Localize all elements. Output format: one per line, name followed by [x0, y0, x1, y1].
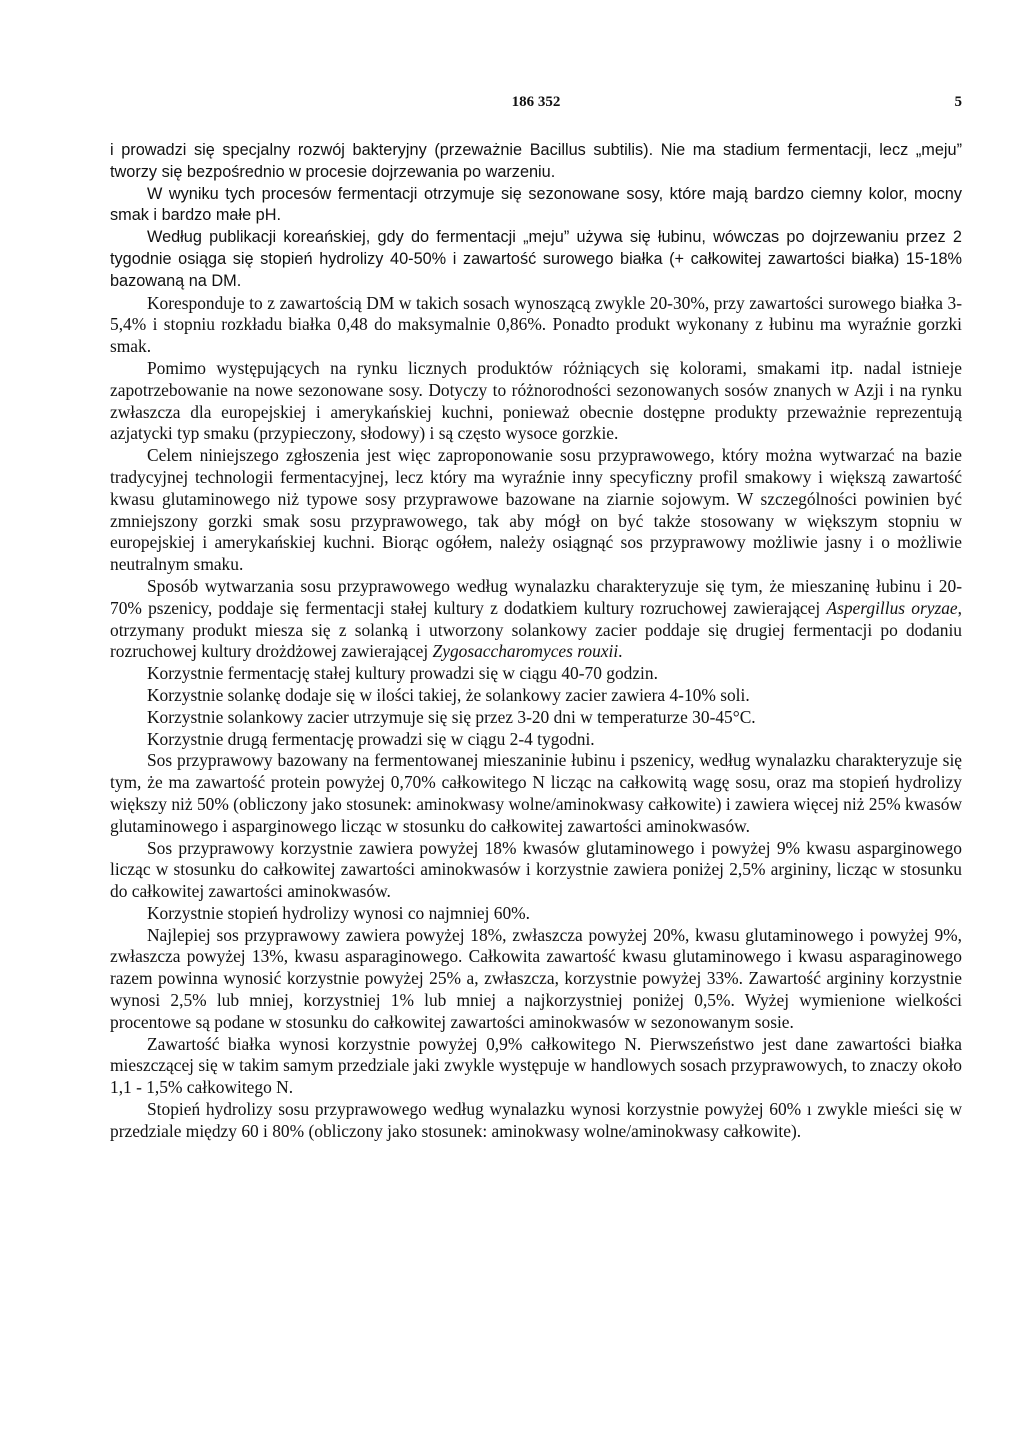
paragraph-6: Celem niniejszego zgłoszenia jest więc zaproponowanie sosu przyprawowego, który można wytwarzać na bazie tradycyjnej technologii fermentacyjnej, lecz który ma wyraźnie inny specyficzny profil smakowy i większą zawartość kwasu glutaminowego niż typowe sosy przyprawowe bazowane na ziarnie sojowym. W szczególności powinien być zmniejszony gorzki smak sosu przyprawowego, tak aby mógł on być także stosowany w większym stopniu w europejskiej i amerykańskiej kuchni. Biorąc ogółem, należy osiągnąć sos przyprawowy możliwie jasny i o możliwie neutralnym smaku.	[110, 445, 962, 575]
paragraph-2: W wyniku tych procesów fermentacji otrzymuje się sezonowane sosy, które mają bardzo ciemny kolor, mocny smak i bardzo małe pH.	[110, 184, 962, 225]
paragraph-16: Zawartość białka wynosi korzystnie powyżej 0,9% całkowitego N. Pierwszeństwo jest dane zawartości białka mieszczącej się w takim samym przedziale jaki zwykle występuje w handlowych sosach przyprawowych, to znaczy około 1,1 - 1,5% całkowitego N.	[110, 1033, 962, 1098]
paragraph-17: Stopień hydrolizy sosu przyprawowego według wynalazku wynosi korzystnie powyżej 60% ı zwykle mieści się w przedziale między 60 i 80% (obliczony jako stosunek: aminokwasy wolne/aminokwasy całkowite).	[110, 1099, 962, 1141]
page-header	[110, 94, 962, 118]
paragraph-8: Korzystnie fermentację stałej kultury prowadzi się w ciągu 40-70 godzin.	[147, 663, 658, 684]
paragraph-13: Sos przyprawowy korzystnie zawiera powyżej 18% kwasów glutaminowego i powyżej 9% kwasu asparginowego licząc w stosunku do całkowitej zawartości aminokwasów i korzystnie zawiera poniżej 2,5% argininy, licząc w stosunku do całkowitej zawartości aminokwasów.	[110, 837, 962, 902]
paragraph-7-text-b: , otrzymany produkt miesza się z solanką i utworzony solankowy zacier poddaje się drugiej fermentacji po dodaniu rozruchowej kultury drożdżowej zawierającej	[110, 597, 962, 662]
paragraph-5: Pomimo występujących na rynku licznych produktów różniących się kolorami, smakami itp. nadal istnieje zapotrzebowanie na nowe sezonowane sosy. Dotyczy to różnorodności sezonowanych sosów znanych w Azji i na rynku zwłaszcza dla europejskiej i amerykańskiej kuchni, ponieważ obecnie dostępne produkty przeważnie reprezentują azjatycki typ smaku (przypieczony, słodowy) i są często wysoce gorzkie.	[110, 357, 962, 444]
paragraph-3: Według publikacji koreańskiej, gdy do fermentacji „meju” używa się łubinu, wówczas po dojrzewaniu przez 2 tygodnie osiąga się stopień hydrolizy 40-50% i zawartość surowego białka (+ całkowitej zawartości białka) 15-18% bazowaną na DM.	[110, 228, 962, 290]
paragraph-1: i prowadzi się specjalny rozwój bakteryjny (przeważnie Bacillus subtilis). Nie ma stadium fermentacji, lecz „meju” tworzy się bezpośrednio w procesie dojrzewania po warzeniu.	[110, 141, 962, 181]
paragraph-4: Koresponduje to z zawartością DM w takich sosach wynoszącą zwykle 20-30%, przy zawartości surowego białka 3-5,4% i stopniu rozkładu białka 0,48 do maksymalnie 0,86%. Ponadto produkt wykonany z łubinu ma wyraźnie gorzki smak.	[110, 292, 962, 357]
species-zygosaccharomyces: Zygosaccharomyces rouxii	[432, 641, 619, 662]
paragraph-14: Korzystnie stopień hydrolizy wynosi co najmniej 60%.	[147, 902, 531, 923]
paragraph-15: Najlepiej sos przyprawowy zawiera powyżej 18%, zwłaszcza powyżej 20%, kwasu glutaminowego i powyżej 9%, zwłaszcza powyżej 13%, kwasu asparaginowego. Całkowita zawartość kwasu glutaminowego i kwasu asparaginowego razem powinna wynosić korzystnie powyżej 25% a, zwłaszcza, korzystnie powyżej 33%. Zawartość argininy korzystnie wynosi 2,5% lub mniej, korzystniej 1% lub mniej a najkorzystniej poniżej 0,5%. Wyżej wymienione wielkości procentowe są podane w stosunku do całkowitej zawartości aminokwasów w sezonowanym sosie.	[110, 924, 962, 1032]
species-aspergillus: Aspergillus oryzae	[826, 597, 958, 618]
paragraph-10: Korzystnie solankowy zacier utrzymuje się się przez 3-20 dni w temperaturze 30-45°C.	[147, 706, 756, 727]
paragraph-7-text-c: .	[618, 641, 623, 662]
document-number: 186 352	[511, 94, 561, 110]
paragraph-7	[110, 576, 962, 663]
paragraph-12: Sos przyprawowy bazowany na fermentowanej mieszaninie łubinu i pszenicy, według wynalazku charakteryzuje się tym, że ma zawartość protein powyżej 0,70% całkowitego N licząc na całkowitą wagę sosu, oraz ma stopień hydrolizy większy niż 50% (obliczony jako stosunek: aminokwasy wolne/aminokwasy całkowite) i zawiera więcej niż 25% kwasów glutaminowego i asparginowego licząc w stosunku do całkowitej zawartości aminokwasów.	[110, 750, 962, 836]
paragraph-11: Korzystnie drugą fermentację prowadzi się w ciągu 2-4 tygodni.	[147, 728, 595, 749]
page-number: 5	[954, 94, 962, 110]
document-body	[110, 140, 962, 1143]
paragraph-7-text-a: Sposób wytwarzania sosu przyprawowego według wynalazku charakteryzuje się tym, że mieszaninę łubinu i 20-70% pszenicy, poddaje się fermentacji stałej kultury z dodatkiem kultury rozruchowej zawierającej	[110, 575, 962, 618]
paragraph-9: Korzystnie solankę dodaje się w ilości takiej, że solankowy zacier zawiera 4-10% soli.	[147, 684, 750, 705]
